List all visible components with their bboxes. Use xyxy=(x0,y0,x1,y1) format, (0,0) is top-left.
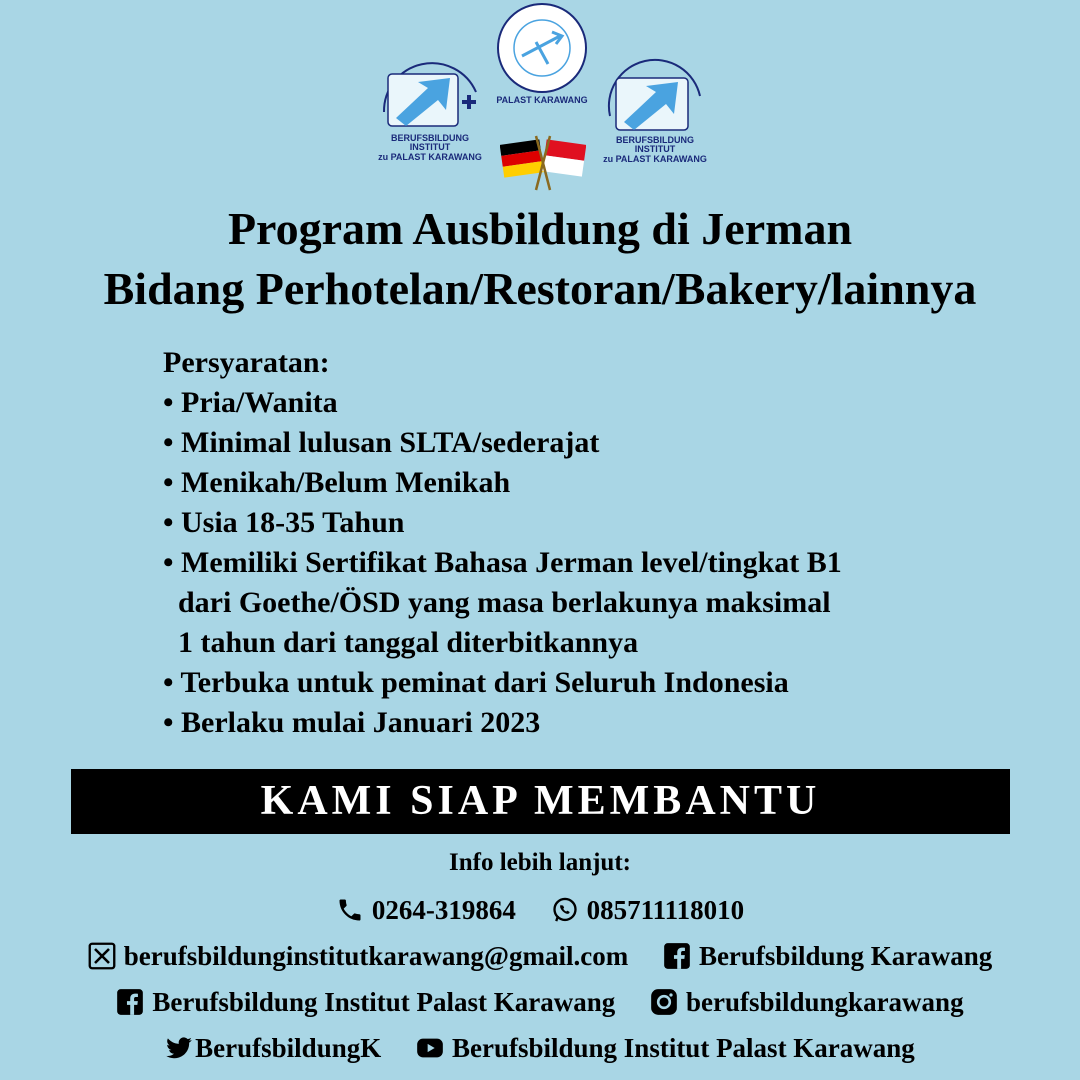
list-item: • Berlaku mulai Januari 2023 xyxy=(163,706,541,739)
center-logo xyxy=(492,2,592,112)
list-item: • Memiliki Sertifikat Bahasa Jerman level/tingkat B1 xyxy=(163,546,842,579)
email-contact[interactable] xyxy=(88,939,628,973)
whatsapp-icon xyxy=(551,896,579,924)
call-to-action-banner: KAMI SIAP MEMBANTU xyxy=(71,769,1010,834)
instagram-handle: berufsbildungkarawang xyxy=(685,987,964,1017)
left-logo-caption-2: zu PALAST KARAWANG xyxy=(378,151,482,162)
facebook-icon xyxy=(663,942,691,970)
facebook-icon xyxy=(116,988,144,1016)
list-item: • Pria/Wanita xyxy=(163,386,338,419)
twitter-handle: BerufsbildungK xyxy=(195,1033,382,1063)
right-logo-caption-1: BERUFSBILDUNG INSTITUT xyxy=(616,135,694,155)
right-logo-caption-2: zu PALAST KARAWANG xyxy=(603,153,707,164)
requirements-list xyxy=(163,343,842,743)
email-address: berufsbildunginstitutkarawang@gmail.com xyxy=(123,941,629,971)
page-title-line-2: Bidang Perhotelan/Restoran/Bakery/lainnya xyxy=(103,263,977,314)
left-logo-caption-1: BERUFSBILDUNG INSTITUT xyxy=(391,133,469,153)
right-logo-arrow-icon xyxy=(600,58,710,136)
youtube-icon xyxy=(416,1034,444,1062)
phone-number: 0264-319864 xyxy=(371,895,516,925)
logo-header xyxy=(0,0,1080,200)
twitter-icon xyxy=(165,1034,193,1062)
list-item: • Menikah/Belum Menikah xyxy=(163,466,511,499)
crossed-flags xyxy=(500,132,586,194)
facebook-contact-1[interactable] xyxy=(663,939,992,973)
phone-icon xyxy=(336,896,364,924)
contact-row-facebook-instagram xyxy=(0,985,1080,1024)
left-logo-arrow-icon xyxy=(370,52,490,134)
left-logo xyxy=(370,52,490,162)
facebook-contact-2[interactable] xyxy=(116,985,615,1019)
center-logo-emblem-icon xyxy=(492,2,592,98)
instagram-icon xyxy=(650,988,678,1016)
phone-contact[interactable] xyxy=(336,893,516,927)
list-item-continued: 1 tahun dari tanggal diterbitkannya xyxy=(163,626,639,659)
whatsapp-number: 085711118010 xyxy=(586,895,745,925)
contact-row-phones xyxy=(0,893,1080,932)
facebook-name-2: Berufsbildung Institut Palast Karawang xyxy=(152,987,616,1017)
center-logo-caption: PALAST KARAWANG xyxy=(496,95,588,105)
contact-row-email-facebook xyxy=(0,939,1080,978)
list-item-continued: dari Goethe/ÖSD yang masa berlakunya maksimal xyxy=(163,586,831,619)
contact-row-twitter-youtube xyxy=(0,1031,1080,1070)
list-item: • Terbuka untuk peminat dari Seluruh Indonesia xyxy=(163,666,789,699)
right-logo xyxy=(600,58,710,162)
instagram-contact[interactable] xyxy=(650,985,964,1019)
list-item: • Minimal lulusan SLTA/sederajat xyxy=(163,426,600,459)
x-icon xyxy=(88,942,116,970)
whatsapp-contact[interactable] xyxy=(551,893,745,927)
requirements-heading: Persyaratan: xyxy=(163,346,330,379)
youtube-contact[interactable] xyxy=(416,1031,915,1065)
page-title-line-1: Program Ausbildung di Jerman xyxy=(227,203,853,254)
facebook-name-1: Berufsbildung Karawang xyxy=(698,941,993,971)
twitter-contact[interactable] xyxy=(165,1031,381,1065)
contact-heading: Info lebih lanjut: xyxy=(449,849,631,876)
list-item: • Usia 18-35 Tahun xyxy=(163,506,405,539)
youtube-channel: Berufsbildung Institut Palast Karawang xyxy=(451,1033,915,1063)
